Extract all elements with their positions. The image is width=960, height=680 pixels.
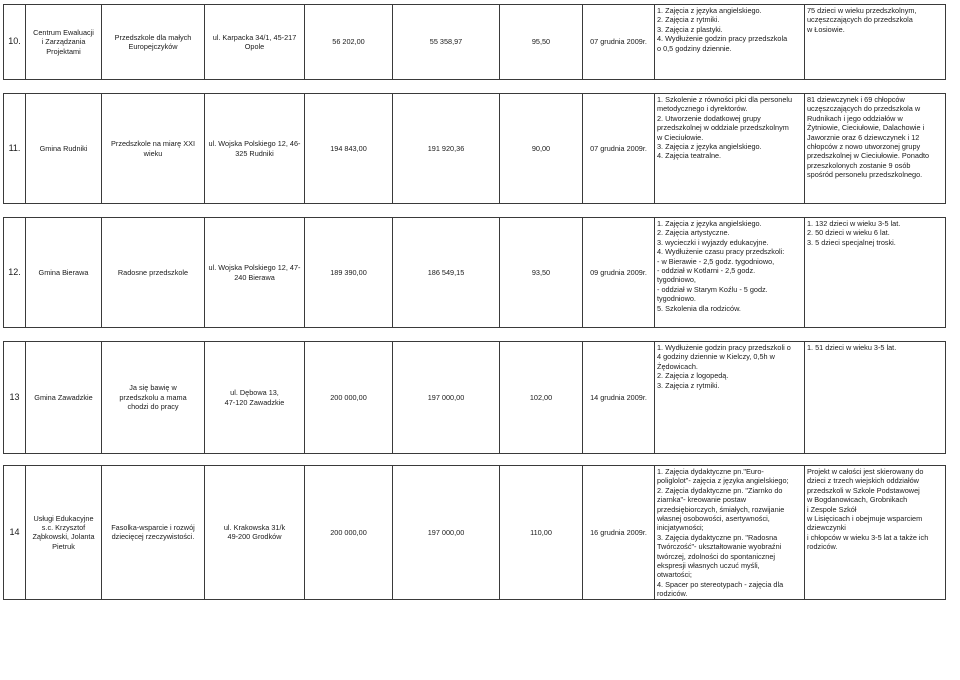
spacer-cell — [4, 328, 26, 342]
grant-results-table — [3, 4, 946, 600]
project-title-line: dziecięcej rzeczywistości. — [111, 532, 195, 542]
activities-line: 3. Zajęcia z rytmiki. — [657, 380, 720, 390]
outcome-line: 75 dzieci w wieku przedszkolnym, — [807, 6, 917, 15]
beneficiary-line: Gmina Rudniki — [39, 143, 88, 153]
activities-line: ziarnka"- kreowanie postaw — [657, 495, 746, 505]
spacer-cell — [205, 328, 305, 342]
total-value-cell: 194 843,00 — [305, 94, 393, 204]
grant-value-cell: 197 000,00 — [393, 342, 500, 454]
address-cell — [205, 342, 305, 454]
spacer-cell — [393, 454, 500, 466]
lp-cell: 10. — [4, 5, 26, 80]
table-row — [4, 466, 946, 600]
project-title-cell — [102, 5, 205, 80]
address-line: 325 Rudniki — [235, 148, 274, 158]
activities-line: 3. Zajęcia dydaktyczne pn. "Radosna — [657, 532, 778, 542]
outcome-cell — [805, 342, 946, 454]
activities-line: Żędowicach. — [657, 361, 698, 371]
project-title-cell — [102, 342, 205, 454]
activities-line: 1. Szkolenie z równości płci dla personelu — [657, 95, 793, 104]
activities-line: 1. Zajęcia z języka angielskiego. — [657, 6, 762, 15]
spacer-cell — [583, 454, 655, 466]
project-title-line: przedszkolu a mama — [119, 392, 187, 402]
spacer-cell — [4, 454, 26, 466]
project-title-line: Przedszkole na miarę XXI — [111, 139, 195, 149]
activities-line: 5. Szkolenia dla rodziców. — [657, 303, 741, 313]
outcome-cell — [805, 94, 946, 204]
activities-line: ekspresji własnych uczuć myśli, — [657, 561, 760, 571]
points-cell: 95,50 — [500, 5, 583, 80]
spacer-cell — [102, 454, 205, 466]
spacer-cell — [500, 454, 583, 466]
spacer-cell — [583, 80, 655, 94]
spacer-cell — [655, 454, 805, 466]
activities-line: 4. Zajęcia teatralne. — [657, 151, 722, 161]
activities-line: rodziców. — [657, 589, 688, 599]
address-cell — [205, 5, 305, 80]
activities-line: poliglolot"- zajęcia z języka angielskiego; — [657, 476, 789, 486]
address-line: ul. Wojska Polskiego 12, 46- — [208, 139, 301, 149]
project-title-line: Przedszkole dla małych — [114, 32, 192, 42]
activities-line: - w Bierawie - 2,5 godz. tygodniowo, — [657, 256, 775, 266]
activities-line: twórczej, zdolności do spontanicznej — [657, 551, 776, 561]
outcome-cell — [805, 5, 946, 80]
activities-line: 2. Utworzenie dodatkowej grupy — [657, 113, 761, 123]
outcome-line: w Lisięcicach i obejmuje wsparciem — [807, 514, 923, 524]
beneficiary-cell — [26, 5, 102, 80]
total-value-cell: 56 202,00 — [305, 5, 393, 80]
activities-line: tygodniowo. — [657, 294, 696, 304]
outcome-line: Rudnikach i jego oddziałów w — [807, 113, 903, 123]
table-row — [4, 218, 946, 328]
address-cell — [205, 94, 305, 204]
activities-line: przedsiębiorczych, śmiałych, rozwijanie — [657, 504, 785, 514]
points-cell: 102,00 — [500, 342, 583, 454]
activities-line: inicjatywności; — [657, 523, 704, 533]
outcome-line: i Zespole Szkół — [807, 504, 857, 514]
activities-line: 1. Zajęcia z języka angielskiego. — [657, 219, 762, 228]
project-title-line: chodzi do pracy — [127, 402, 179, 412]
activities-line: 2. Zajęcia z logopedą. — [657, 371, 729, 381]
outcome-line: Żytniowie, Cieciułowie, Dalachowie i — [807, 123, 925, 133]
outcome-line: w Łosiowie. — [807, 24, 845, 34]
lp-cell: 11. — [4, 94, 26, 204]
spacer-cell — [4, 204, 26, 218]
outcome-line: 3. 5 dzieci specjalnej troski. — [807, 237, 896, 247]
address-line: ul. Krakowska 31/k — [223, 522, 286, 532]
address-line: 47-120 Zawadzkie — [224, 397, 285, 407]
address-line: 240 Bierawa — [234, 272, 275, 282]
outcome-line: 2. 50 dzieci w wieku 6 lat. — [807, 228, 890, 238]
project-title-line: Fasolka-wsparcie i rozwój — [111, 522, 195, 532]
spacer-cell — [655, 80, 805, 94]
activities-line: - oddział w Starym Koźlu - 5 godz. — [657, 284, 768, 294]
activities-cell — [655, 466, 805, 600]
address-line: ul. Karpacka 34/1, 45-217 — [212, 32, 297, 42]
project-title-line: Radosne przedszkole — [117, 267, 189, 277]
address-line: ul. Dębowa 13, — [230, 388, 279, 398]
spacer-cell — [305, 204, 393, 218]
date-cell: 09 grudnia 2009r. — [583, 218, 655, 328]
spacer-cell — [26, 80, 102, 94]
address-cell — [205, 466, 305, 600]
beneficiary-line: i Zarządzania — [41, 37, 86, 47]
activities-line: - oddział w Kotlarni - 2,5 godz. — [657, 266, 756, 276]
grant-value-cell: 197 000,00 — [393, 466, 500, 600]
activities-line: 3. Zajęcia z plastyki. — [657, 24, 723, 34]
spacer-cell — [305, 328, 393, 342]
spacer-cell — [805, 454, 946, 466]
beneficiary-line: Usługi Edukacyjne — [33, 513, 94, 523]
spacer-cell — [805, 80, 946, 94]
grant-value-cell: 186 549,15 — [393, 218, 500, 328]
activities-line: 4. Wydłużenie czasu pracy przedszkoli: — [657, 247, 785, 257]
spacer-cell — [305, 454, 393, 466]
points-cell: 110,00 — [500, 466, 583, 600]
lp-cell: 13 — [4, 342, 26, 454]
spacer-cell — [26, 204, 102, 218]
spacer-cell — [393, 80, 500, 94]
activities-cell — [655, 5, 805, 80]
beneficiary-line: Centrum Ewaluacji — [33, 27, 94, 37]
address-line: 49-200 Grodków — [227, 532, 282, 542]
row-spacer — [4, 454, 946, 466]
spacer-cell — [205, 454, 305, 466]
spacer-cell — [4, 80, 26, 94]
total-value-cell: 189 390,00 — [305, 218, 393, 328]
beneficiary-line: Ząbkowski, Jolanta — [32, 532, 95, 542]
beneficiary-cell — [26, 218, 102, 328]
spacer-cell — [500, 80, 583, 94]
spacer-cell — [102, 204, 205, 218]
project-title-cell — [102, 94, 205, 204]
outcome-line: rodziców. — [807, 542, 838, 552]
outcome-line: uczęszczających do przedszkola w — [807, 104, 921, 114]
spacer-cell — [393, 204, 500, 218]
spacer-cell — [500, 204, 583, 218]
project-title-line: wieku — [143, 148, 163, 158]
beneficiary-line: Gmina Bierawa — [38, 267, 89, 277]
spacer-cell — [305, 80, 393, 94]
activities-line: 4. Wydłużenie godzin pracy przedszkola — [657, 34, 788, 44]
activities-line: tygodniowo, — [657, 275, 696, 285]
table-row — [4, 94, 946, 204]
spacer-cell — [805, 328, 946, 342]
activities-line: 1. Wydłużenie godzin pracy przedszkoli o — [657, 343, 791, 352]
outcome-line: przedszkolnej w Cieciułowie. Ponadto — [807, 151, 930, 161]
outcome-line: uczęszczających do przedszkola — [807, 15, 913, 25]
outcome-line: 81 dziewczynek i 69 chłopców — [807, 95, 905, 104]
table-row — [4, 5, 946, 80]
activities-line: własnej osobowości, asertywności, — [657, 514, 770, 524]
spacer-cell — [26, 454, 102, 466]
activities-line: 2. Zajęcia artystyczne. — [657, 228, 730, 238]
beneficiary-cell — [26, 342, 102, 454]
activities-line: 1. Zajęcia dydaktyczne pn."Euro- — [657, 467, 764, 476]
outcome-line: przedszkoli w Szkole Podstawowej — [807, 485, 920, 495]
row-spacer — [4, 328, 946, 342]
outcome-line: 1. 132 dzieci w wieku 3-5 lat. — [807, 219, 901, 228]
spacer-cell — [102, 80, 205, 94]
project-title-line: Ja się bawię w — [129, 383, 177, 393]
lp-cell: 12. — [4, 218, 26, 328]
activities-cell — [655, 342, 805, 454]
spacer-cell — [655, 204, 805, 218]
lp-cell: 14 — [4, 466, 26, 600]
activities-cell — [655, 218, 805, 328]
project-title-line: Europejczyków — [128, 42, 178, 51]
activities-cell — [655, 94, 805, 204]
address-line: Opole — [244, 42, 265, 51]
beneficiary-line: s.c. Krzysztof — [41, 522, 86, 532]
activities-line: 4. Spacer po stereotypach - zajęcia dla — [657, 579, 784, 589]
grant-value-cell: 191 920,36 — [393, 94, 500, 204]
outcome-line: przeszkolonych zostanie 9 osób — [807, 160, 911, 170]
spacer-cell — [805, 204, 946, 218]
outcome-line: Projekt w całości jest skierowany do — [807, 467, 924, 476]
activities-line: metodycznego i dyrektorów. — [657, 104, 748, 114]
outcome-line: Jaworznie oraz 6 dziewczynek i 12 — [807, 132, 920, 142]
date-cell: 16 grudnia 2009r. — [583, 466, 655, 600]
table-row — [4, 342, 946, 454]
activities-line: 2. Zajęcia dydaktyczne pn. "Ziarnko do — [657, 485, 783, 495]
spacer-cell — [583, 328, 655, 342]
address-line: ul. Wojska Polskiego 12, 47- — [208, 263, 301, 273]
activities-line: 3. wycieczki i wyjazdy edukacyjne. — [657, 237, 769, 247]
activities-line: przedszkolnej w oddziale przedszkolnym — [657, 123, 789, 133]
activities-line: 4 godziny dziennie w Kielczy, 0,5h w — [657, 352, 775, 362]
outcome-cell — [805, 466, 946, 600]
total-value-cell: 200 000,00 — [305, 342, 393, 454]
activities-line: 3. Zajęcia z języka angielskiego. — [657, 142, 762, 152]
outcome-line: spośród personelu przedszkolnego. — [807, 170, 923, 180]
total-value-cell: 200 000,00 — [305, 466, 393, 600]
beneficiary-line: Projektami — [46, 46, 81, 56]
activities-line: w Cieciułowie. — [657, 132, 704, 142]
table-body — [4, 5, 946, 600]
outcome-line: dziewczynki — [807, 523, 846, 533]
outcome-line: 1. 51 dzieci w wieku 3-5 lat. — [807, 343, 897, 352]
address-cell — [205, 218, 305, 328]
project-title-cell — [102, 218, 205, 328]
date-cell: 07 grudnia 2009r. — [583, 5, 655, 80]
activities-line: otwartości; — [657, 570, 692, 580]
spacer-cell — [26, 328, 102, 342]
spacer-cell — [500, 328, 583, 342]
date-cell: 14 grudnia 2009r. — [583, 342, 655, 454]
row-spacer — [4, 80, 946, 94]
outcome-line: w Bogdanowicach, Grobnikach — [807, 495, 908, 505]
points-cell: 90,00 — [500, 94, 583, 204]
outcome-line: chłopców z nowo utworzonej grupy — [807, 142, 921, 152]
row-spacer — [4, 204, 946, 218]
spacer-cell — [205, 204, 305, 218]
spacer-cell — [102, 328, 205, 342]
beneficiary-line: Pietruk — [52, 541, 75, 551]
points-cell: 93,50 — [500, 218, 583, 328]
grant-value-cell: 55 358,97 — [393, 5, 500, 80]
activities-line: o 0,5 godziny dziennie. — [657, 43, 732, 53]
spacer-cell — [583, 204, 655, 218]
outcome-line: dzieci z trzech wiejskich oddziałów — [807, 476, 919, 486]
outcome-cell — [805, 218, 946, 328]
activities-line: Twórczość"- ukształtowanie wyobraźni — [657, 542, 782, 552]
spacer-cell — [655, 328, 805, 342]
activities-line: 2. Zajęcia z rytmiki. — [657, 15, 720, 25]
beneficiary-cell — [26, 94, 102, 204]
beneficiary-cell — [26, 466, 102, 600]
outcome-line: i chłopców w wieku 3-5 lat a także ich — [807, 532, 929, 542]
spacer-cell — [205, 80, 305, 94]
date-cell: 07 grudnia 2009r. — [583, 94, 655, 204]
project-title-cell — [102, 466, 205, 600]
beneficiary-line: Gmina Zawadzkie — [34, 392, 93, 402]
spacer-cell — [393, 328, 500, 342]
